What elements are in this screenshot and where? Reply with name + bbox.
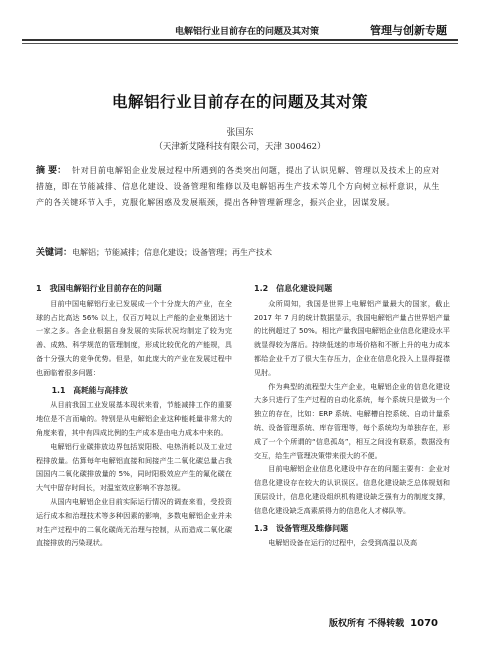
subsection-heading-1-1: 1.1 高耗能与高排放 xyxy=(51,385,128,395)
paragraph: 作为典型的流程型大生产企业，电解铝企业的信息化建设大多只进行了生产过程的自动化系统，每个系统只是做为一个独立的存在，比如：ERP 系统、电解槽自控系统、自动计量系统、设备管理系统、库存管理等，每个系统均为单独存在，形成了一个个所谓的“信息孤岛”，相互之间没有联系，数据没有交互，给生产管理决策带来很大的不便。 xyxy=(254,381,450,460)
page-number: 1070 xyxy=(410,618,438,629)
subsection-heading-1-3: 1.3 设备管理及维修问题 xyxy=(254,523,349,533)
running-title: 电解铝行业目前存在的问题及其对策 xyxy=(175,27,320,37)
keywords-label: 关键词： xyxy=(36,248,73,258)
keywords-text: 电解铝；节能减排；信息化建设；设备管理；再生产技术 xyxy=(72,248,273,257)
right-column xyxy=(254,282,450,550)
author-name: 张国东 xyxy=(226,128,254,138)
left-column xyxy=(36,282,232,550)
abstract-label: 摘 要： xyxy=(36,166,67,176)
paragraph: 电解铝设备在运行的过程中，会受到高温以及高 xyxy=(268,538,418,548)
keywords xyxy=(36,246,440,260)
header-divider xyxy=(22,39,458,41)
author-affiliation: （天津新艾隆科技有限公司，天津 300462） xyxy=(154,142,326,152)
abstract-text: 针对目前电解铝企业发展过程中所遇到的各类突出问题，提出了认识见解、管理以及技术上的应对措施，即在节能减排、信息化建设、设备管理和维修以及电解铝再生产技术等几个方向树立标杆意识，从生产的各关键环节入手，克服化解困惑及发展瓶颈，提出各种管理新理念，振兴企业，因谋发展。 xyxy=(36,166,440,207)
section-heading-1: 1 我国电解铝行业目前存在的问题 xyxy=(36,284,162,293)
paragraph: 众所周知，我国是世界上电解铝产量最大的国家，截止 2017 年 7 月的统计数据显示，我国电解铝产量占世界铝产量的比例超过了 50%。相比产量我国电解铝企业信息化建设水平就显得较为落后。持续低迷的市场价格和不断上升的电力成本都给企业千万了很大生存压力，企业在信息化投入上显得捉襟见肘。 xyxy=(254,298,450,377)
paragraph: 目前中国电解铝行业已发展成一个十分庞大的产业，在全球的占比高达 56% 以上，仅百万吨以上产能的企业集团达十一家之多。各企业根据自身发展的实际状况均制定了较为完善、成熟、科学规范的管理制度，形成比较优化的产能规，具备十分强大的竞争优势。但是，如此庞大的产业在发展过程中也面临着很多问题： xyxy=(36,298,232,377)
abstract xyxy=(36,163,440,211)
article-title: 电解铝行业目前存在的问题及其对策 xyxy=(111,93,368,111)
paragraph: 从目前我国工业发展基本现状来看，节能减排工作的重要地位是不言而喻的。特别是从电解铝企业这种能耗量非常大的角度来看，其中有四成比例的生产成本是由电力成本中来的。 xyxy=(36,400,232,437)
column-name: 管理与创新专题 xyxy=(370,24,447,37)
paragraph: 从国内电解铝企业目前实际运行情况的调查来看，受投资运行成本和治理技术等多种因素的影响，多数电解铝企业并未对生产过程中的二氧化碳尚无治理与控制，从而造成二氧化碳直接排放的污染现状。 xyxy=(36,496,232,548)
paragraph: 目前电解铝企业信息化建设中存在的问题主要有：企业对信息化建设存在较大的认识误区。信息化建设缺乏总体规划和顶层设计，信息化建设组织机构建设缺乏强有力的制度支撑，信息化建设缺乏高素质得力的信息化人才梯队等。 xyxy=(254,464,450,515)
subsection-heading-1-2: 1.2 信息化建设问题 xyxy=(254,284,333,293)
paragraph: 电解铝行业碳排放边界包括炭阳极、电热消耗以及工业过程排放量。估算每年电解铝直接和间接产生二氧化碳总量占我国国内二氧化碳排放量的 5%，同时阳极效应产生的氟化碳在大气中留存时间长，对温室效应影响不容忽视。 xyxy=(36,441,232,493)
header-divider-thin xyxy=(22,43,458,44)
page-footer xyxy=(329,616,438,629)
rights-notice: 版权所有 不得转载 xyxy=(329,619,405,629)
